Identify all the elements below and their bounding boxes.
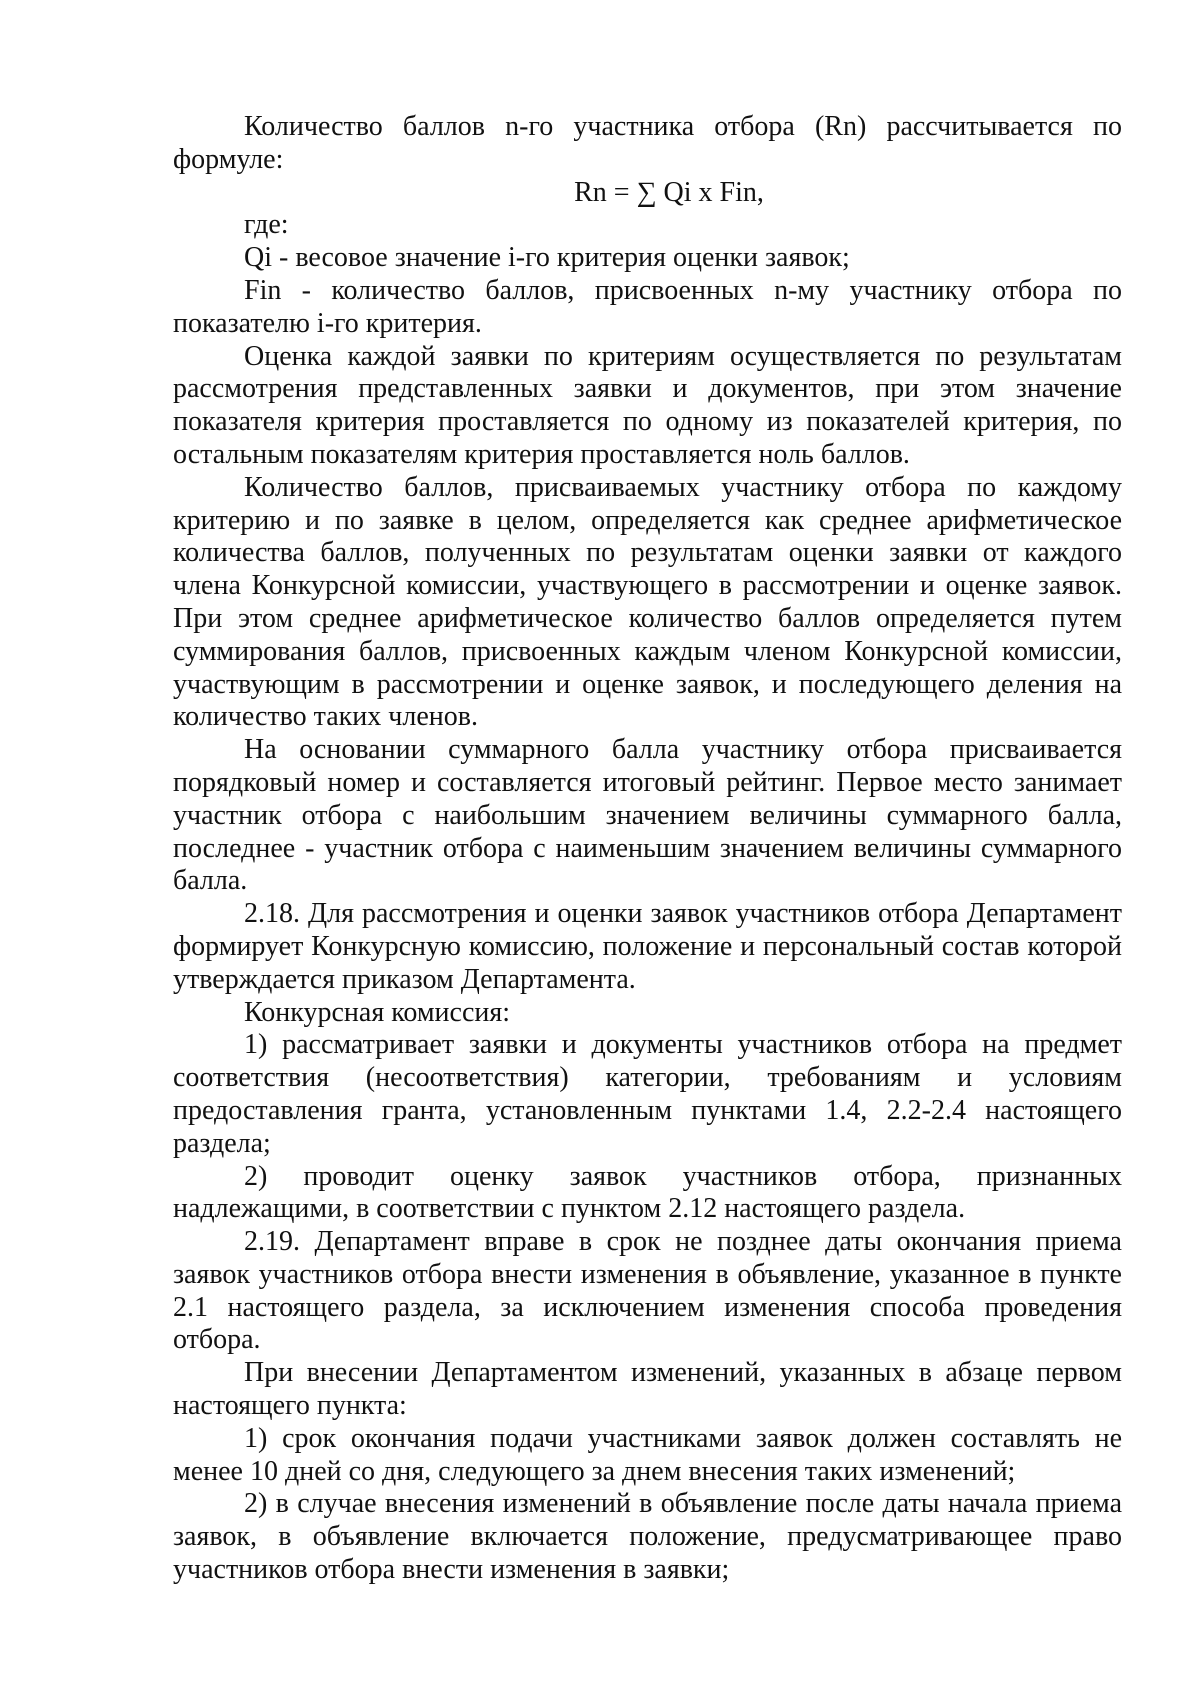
formula: Rn = ∑ Qi х Fin,	[574, 176, 764, 208]
paragraph-where: где:	[244, 209, 289, 241]
paragraph-evaluation: Оценка каждой заявки по критериям осуществляется по результатам рассмотрения представленных заявки и документов, при этом значение показателя критерия проставляется по одному из показателей критерия, по остальным показателям критерия проставляется ноль баллов.	[173, 340, 1122, 470]
paragraph-changes-item-2: 2) в случае внесения изменений в объявление после даты начала приема заявок, в объявление включается положение, предусматривающее право участников отбора внести изменения в заявки;	[173, 1488, 1122, 1586]
paragraph-changes-intro: При внесении Департаментом изменений, указанных в абзаце первом настоящего пункта:	[173, 1357, 1122, 1422]
paragraph-fin-definition: Fin - количество баллов, присвоенных n-му участнику отбора по показателю i-го критерия.	[173, 274, 1122, 339]
paragraph-average-score: Количество баллов, присваиваемых участнику отбора по каждому критерию и по заявке в целом, определяется как среднее арифметическое количества баллов, полученных по результатам оценки заявки от каждого члена Конкурсной комиссии, участвующего в рассмотрении и оценке заявок. При этом среднее арифметическое количество баллов определяется путем суммирования баллов, присвоенных каждым членом Конкурсной комиссии, участвующим в рассмотрении и оценке заявок, и последующего деления на количество таких членов.	[173, 471, 1122, 733]
document-body	[173, 111, 1122, 1587]
paragraph-score-formula-intro: Количество баллов n-го участника отбора (Rn) рассчитывается по формуле:	[173, 111, 1122, 175]
paragraph-commission-item-2: 2) проводит оценку заявок участников отбора, признанных надлежащими, в соответствии с пунктом 2.12 настоящего раздела.	[173, 1160, 1122, 1225]
paragraph-2-18: 2.18. Для рассмотрения и оценки заявок участников отбора Департамент формирует Конкурсную комиссию, положение и персональный состав которой утверждается приказом Департамента.	[173, 898, 1122, 995]
paragraph-commission: Конкурсная комиссия:	[244, 996, 511, 1028]
paragraph-2-19: 2.19. Департамент вправе в срок не позднее даты окончания приема заявок участников отбора внести изменения в объявление, указанное в пункте 2.1 настоящего раздела, за исключением изменения способа проведения отбора.	[173, 1226, 1122, 1356]
paragraph-commission-item-1: 1) рассматривает заявки и документы участников отбора на предмет соответствия (несоответствия) категории, требованиям и условиям предоставления гранта, установленным пунктами 1.4, 2.2-2.4 настоящего раздела;	[173, 1029, 1122, 1159]
paragraph-rating: На основании суммарного балла участнику отбора присваивается порядковый номер и составляется итоговый рейтинг. Первое место занимает участник отбора с наибольшим значением величины суммарного балла, последнее - участник отбора с наименьшим значением величины суммарного балла.	[173, 734, 1122, 897]
paragraph-changes-item-1: 1) срок окончания подачи участниками заявок должен составлять не менее 10 дней со дня, следующего за днем внесения таких изменений;	[173, 1422, 1122, 1487]
paragraph-qi-definition: Qi - весовое значение i-го критерия оценки заявок;	[244, 242, 850, 274]
